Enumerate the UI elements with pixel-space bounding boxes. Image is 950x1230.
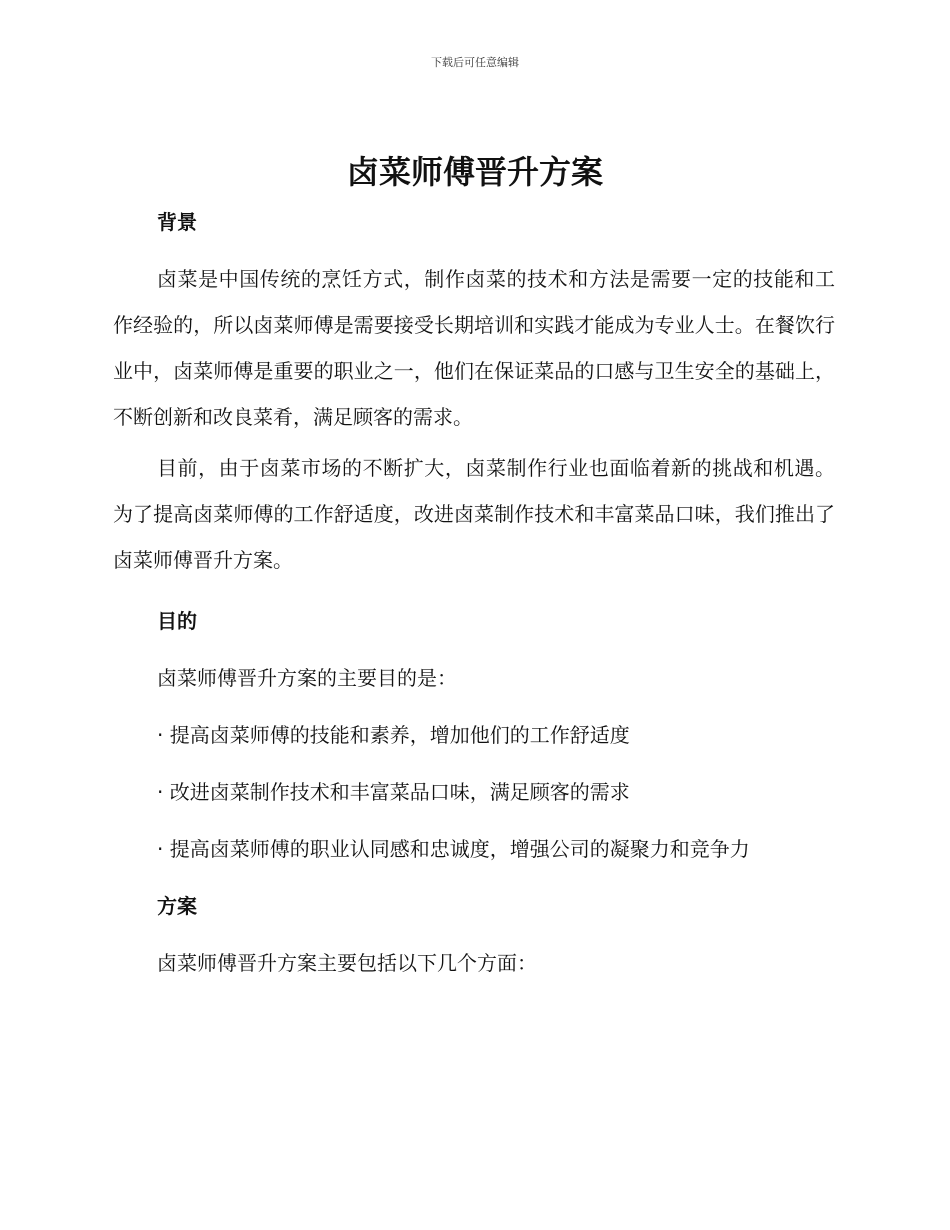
goal-list-item: · 改进卤菜制作技术和丰富菜品口味，满足顾客的需求 — [157, 780, 630, 804]
background-paragraph-2: 目前，由于卤菜市场的不断扩大，卤菜制作行业也面临着新的挑战和机遇。为了提高卤菜师傅的工作舒适度，改进卤菜制作技术和丰富菜品口味，我们推出了卤菜师傅晋升方案。 — [113, 456, 835, 572]
page-header-note: 下载后可任意编辑 — [431, 56, 519, 69]
document-body — [113, 204, 835, 981]
section-heading-background: 背景 — [157, 210, 197, 234]
goal-list-item: · 提高卤菜师傅的职业认同感和忠诚度，增强公司的凝聚力和竞争力 — [157, 837, 750, 861]
background-paragraph-1: 卤菜是中国传统的烹饪方式，制作卤菜的技术和方法是需要一定的技能和工作经验的，所以卤菜师傅是需要接受长期培训和实践才能成为专业人士。在餐饮行业中，卤菜师傅是重要的职业之一，他们在保证菜品的口感与卫生安全的基础上，不断创新和改良菜肴，满足顾客的需求。 — [113, 267, 835, 429]
goal-intro: 卤菜师傅晋升方案的主要目的是： — [157, 666, 457, 690]
goal-list-item: · 提高卤菜师傅的技能和素养，增加他们的工作舒适度 — [157, 723, 630, 747]
document-title: 卤菜师傅晋升方案 — [346, 153, 603, 191]
section-heading-goal: 目的 — [157, 609, 197, 633]
section-heading-plan: 方案 — [157, 894, 197, 918]
plan-intro: 卤菜师傅晋升方案主要包括以下几个方面： — [157, 951, 537, 975]
